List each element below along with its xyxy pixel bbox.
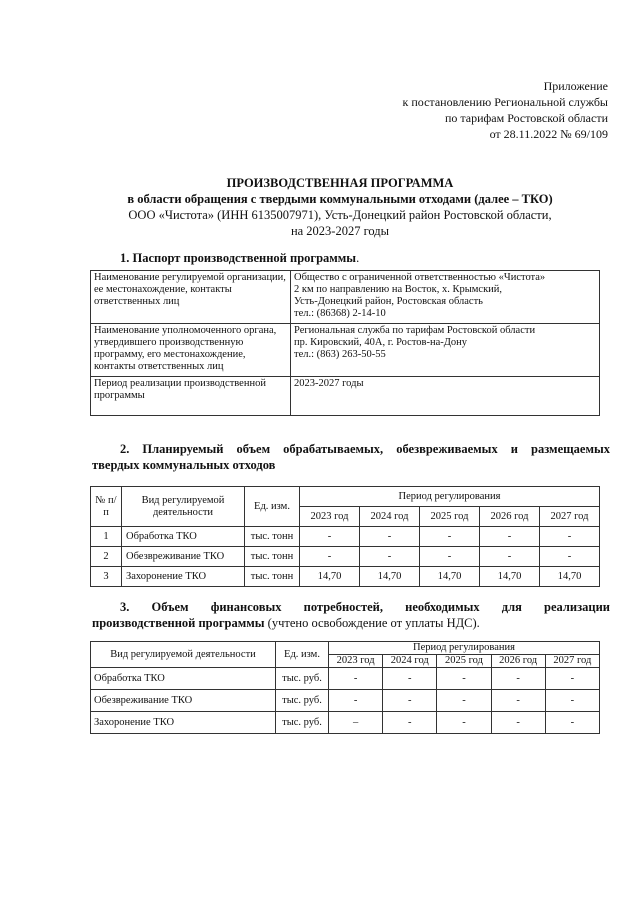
table-header-row xyxy=(91,487,600,507)
passport-label: Наименование регулируемой организации, ее местонахождение, контакты ответственных лиц xyxy=(91,271,291,324)
section2-heading xyxy=(92,441,610,473)
cell: - xyxy=(480,527,540,547)
table-row xyxy=(91,271,600,324)
cell: - xyxy=(437,690,491,712)
cell: - xyxy=(540,547,600,567)
section1-heading xyxy=(120,251,359,266)
table-row xyxy=(91,567,600,587)
passport-value xyxy=(291,271,600,324)
cell: - xyxy=(420,547,480,567)
cell: - xyxy=(480,547,540,567)
cell: тыс. тонн xyxy=(245,547,300,567)
cell: Обработка ТКО xyxy=(91,668,276,690)
cell: - xyxy=(491,712,545,734)
year-header: 2027 год xyxy=(545,655,599,668)
cell: тыс. тонн xyxy=(245,567,300,587)
table-row xyxy=(91,377,600,416)
title-line: на 2023-2027 годы xyxy=(290,224,390,238)
appendix-line: Приложение xyxy=(543,79,608,93)
cell: - xyxy=(383,668,437,690)
heading-line: твердых коммунальных отходов xyxy=(92,458,276,472)
section1-heading-dot: . xyxy=(356,251,360,265)
title-line: в области обращения с твердыми коммунальными отходами (далее – ТКО) xyxy=(127,192,553,206)
appendix-line: к постановлению Региональной службы xyxy=(402,95,608,109)
cell: 14,70 xyxy=(420,567,480,587)
value-line: пр. Кировский, 40А, г. Ростов-на-Дону xyxy=(294,337,468,348)
cell: - xyxy=(360,527,420,547)
cell: 14,70 xyxy=(480,567,540,587)
cell: - xyxy=(329,668,383,690)
value-line: Региональная служба по тарифам Ростовской области xyxy=(294,325,536,336)
cell: тыс. руб. xyxy=(276,668,329,690)
column-header: Период регулирования xyxy=(300,487,600,507)
cell: Захоронение ТКО xyxy=(122,567,245,587)
passport-label: Период реализации производственной программы xyxy=(91,377,291,416)
appendix-line: по тарифам Ростовской области xyxy=(444,111,608,125)
passport-label: Наименование уполномоченного органа, утвердившего производственную программу, его местонахождение, контакты ответственных лиц xyxy=(91,324,291,377)
value-line: 2 км по направлению на Восток, х. Крымский, xyxy=(294,284,503,295)
cell: - xyxy=(540,527,600,547)
passport-value xyxy=(291,324,600,377)
table-header-row xyxy=(91,642,600,655)
column-header: № п/п xyxy=(91,487,122,527)
section3-heading xyxy=(92,599,610,631)
cell: - xyxy=(383,712,437,734)
value-line: Усть-Донецкий район, Ростовская область xyxy=(294,296,483,307)
cell: - xyxy=(491,668,545,690)
cell: - xyxy=(329,690,383,712)
cell: тыс. руб. xyxy=(276,712,329,734)
passport-table xyxy=(90,270,600,416)
finance-table xyxy=(90,641,600,734)
year-header: 2025 год xyxy=(437,655,491,668)
cell: - xyxy=(545,668,599,690)
cell: - xyxy=(545,690,599,712)
cell: - xyxy=(437,668,491,690)
cell: тыс. тонн xyxy=(245,527,300,547)
cell: Обезвреживание ТКО xyxy=(91,690,276,712)
table-row xyxy=(91,324,600,377)
cell: 14,70 xyxy=(300,567,360,587)
passport-value xyxy=(291,377,600,416)
year-header: 2027 год xyxy=(540,507,600,527)
appendix-block xyxy=(403,78,608,142)
year-header: 2024 год xyxy=(360,507,420,527)
cell: 1 xyxy=(91,527,122,547)
title-line: ПРОИЗВОДСТВЕННАЯ ПРОГРАММА xyxy=(226,176,454,190)
heading-line xyxy=(92,615,610,631)
column-header: Ед. изм. xyxy=(245,487,300,527)
section1-heading-text: 1. Паспорт производственной программы xyxy=(120,251,357,265)
appendix-line: от 28.11.2022 № 69/109 xyxy=(489,127,608,141)
cell: 3 xyxy=(91,567,122,587)
cell: – xyxy=(329,712,383,734)
table-row xyxy=(91,690,600,712)
cell: 2 xyxy=(91,547,122,567)
value-line: 2023-2027 годы xyxy=(294,378,364,389)
year-header: 2026 год xyxy=(491,655,545,668)
table-row xyxy=(91,527,600,547)
cell: - xyxy=(491,690,545,712)
column-header: Вид регулируемой деятельности xyxy=(91,642,276,668)
year-header: 2023 год xyxy=(300,507,360,527)
column-header: Период регулирования xyxy=(329,642,600,655)
year-header: 2023 год xyxy=(329,655,383,668)
cell: 14,70 xyxy=(540,567,600,587)
cell: Обезвреживание ТКО xyxy=(122,547,245,567)
volume-table xyxy=(90,486,600,587)
title-line: ООО «Чистота» (ИНН 6135007971), Усть-Донецкий район Ростовской области, xyxy=(128,208,552,222)
year-header: 2025 год xyxy=(420,507,480,527)
heading-rest: (учтено освобождение от уплаты НДС). xyxy=(264,616,480,630)
cell: - xyxy=(420,527,480,547)
cell: Обработка ТКО xyxy=(122,527,245,547)
year-header: 2026 год xyxy=(480,507,540,527)
heading-line: 3. Объем финансовых потребностей, необходимых для реализации xyxy=(120,600,610,614)
heading-bold: производственной программы xyxy=(92,616,265,630)
column-header: Ед. изм. xyxy=(276,642,329,668)
cell: - xyxy=(300,527,360,547)
cell: - xyxy=(383,690,437,712)
cell: - xyxy=(360,547,420,567)
cell: Захоронение ТКО xyxy=(91,712,276,734)
cell: - xyxy=(545,712,599,734)
cell: - xyxy=(300,547,360,567)
column-header: Вид регулируемой деятельности xyxy=(122,487,245,527)
document-title xyxy=(60,175,620,239)
value-line: тел.: (863) 263-50-55 xyxy=(294,349,386,360)
heading-line: 2. Планируемый объем обрабатываемых, обезвреживаемых и размещаемых xyxy=(120,442,610,456)
value-line: тел.: (86368) 2-14-10 xyxy=(294,308,386,319)
table-row xyxy=(91,712,600,734)
cell: - xyxy=(437,712,491,734)
value-line: Общество с ограниченной ответственностью «Чистота» xyxy=(294,272,546,283)
table-row xyxy=(91,547,600,567)
cell: тыс. руб. xyxy=(276,690,329,712)
table-row xyxy=(91,668,600,690)
year-header: 2024 год xyxy=(383,655,437,668)
cell: 14,70 xyxy=(360,567,420,587)
